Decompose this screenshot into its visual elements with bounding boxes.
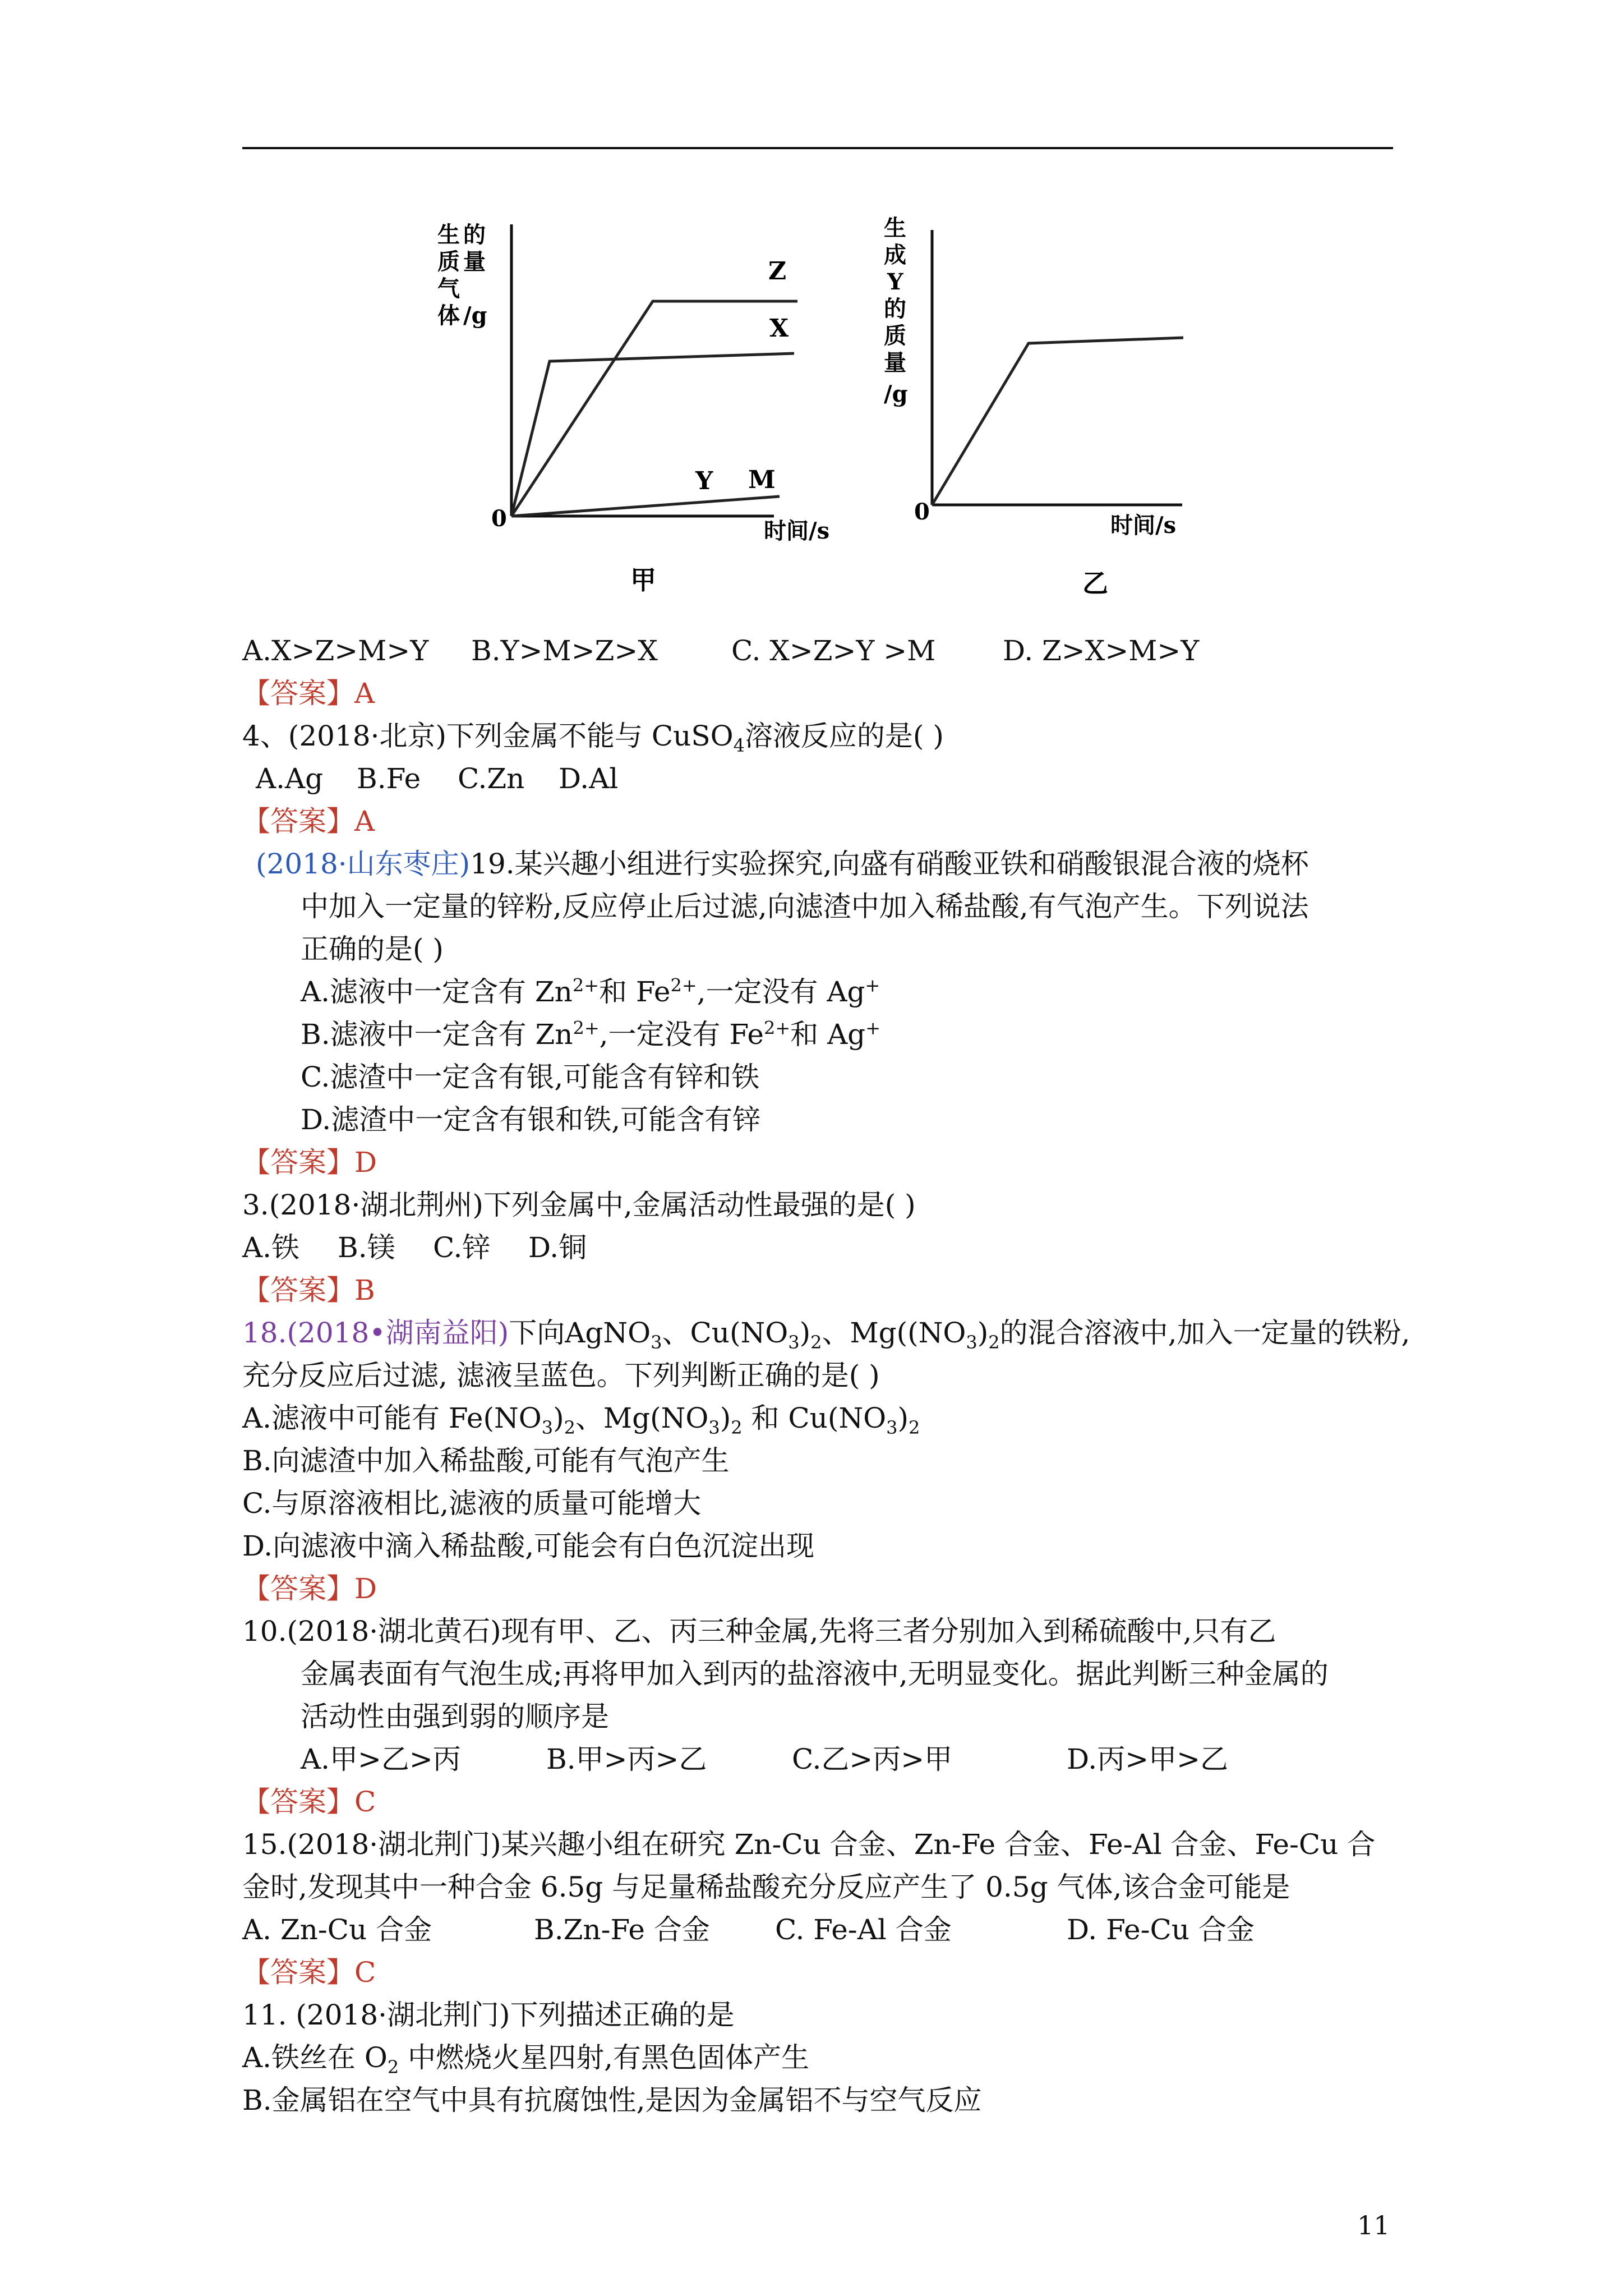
yi-caption: 乙 (1082, 568, 1108, 599)
q15-options (242, 1912, 1255, 1948)
answer-value: C (354, 1956, 376, 1989)
yi-y-label-2: 成 (884, 242, 906, 268)
q19-source: (2018·山东枣庄) (256, 848, 471, 880)
q15-stem-line-2: 金时,发现其中一种合金 6.5g 与足量稀盐酸充分反应产生了 0.5g 气体,该合金可能是 (242, 1871, 1290, 1903)
q4-stem-text-a: 4、(2018·北京)下列金属不能与 CuSO (242, 720, 734, 752)
answer-value: A (354, 805, 375, 838)
answer-tag: 【答案】 (242, 677, 354, 710)
text: B.滤液中一定含有 Zn (301, 1018, 573, 1051)
jia-label-z: Z (768, 257, 787, 286)
q4-option-d: D.Al (559, 762, 619, 795)
q10-option-a: A.甲>乙>丙 (301, 1743, 461, 1775)
answer-value: B (354, 1274, 375, 1306)
q18-source: 18.(2018•湖南益阳) (242, 1317, 509, 1349)
sub: 2 (387, 2056, 399, 2078)
q15-answer (242, 1954, 376, 1990)
header-rule (242, 147, 1393, 149)
yi-curve (932, 338, 1183, 505)
sub: 2 (909, 1417, 920, 1438)
q10-stem-line-2: 金属表面有气泡生成;再将甲加入到丙的盐溶液中,无明显变化。据此判断三种金属的 (301, 1658, 1329, 1690)
q18-option-b: B.向滤渣中加入稀盐酸,可能有气泡产生 (242, 1444, 730, 1477)
answer-tag: 【答案】 (242, 1146, 354, 1179)
sup: 2+ (572, 974, 600, 996)
q19-option-d: D.滤渣中一定含有银和铁,可能含有锌 (301, 1103, 761, 1136)
q10-options (301, 1741, 1228, 1777)
prev-option-d: D. Z>X>M>Y (1003, 634, 1200, 667)
jia-origin: 0 (491, 505, 507, 532)
q18-stem-line-1 (242, 1315, 1410, 1351)
q4-stem-sub: 4 (733, 735, 745, 756)
jia-label-m: M (748, 466, 776, 494)
sub: 3 (788, 1332, 800, 1353)
sub: 3 (541, 1417, 554, 1438)
q3-option-b: B.镁 (338, 1231, 395, 1264)
sub: 3 (966, 1332, 978, 1353)
jia-label-x: X (769, 314, 789, 343)
answer-value: D (354, 1146, 377, 1179)
answer-tag: 【答案】 (242, 1786, 354, 1818)
sup: 2+ (573, 1017, 600, 1039)
reaction-graphs-figure (415, 213, 1211, 606)
q18-answer (242, 1571, 377, 1607)
text: 和 Ag (790, 1018, 866, 1051)
yi-y-label-6: 量 (884, 349, 906, 376)
text: 和 Cu(NO (742, 1402, 887, 1434)
jia-curve-ym (511, 496, 780, 516)
sub: 2 (731, 1417, 743, 1438)
q3-option-c: C.锌 (433, 1231, 491, 1264)
text: 和 Fe (599, 976, 671, 1008)
yi-y-label-3: Y (887, 269, 903, 295)
jia-y-label-3: 质 (437, 249, 460, 275)
yi-y-label-7: /g (884, 381, 908, 407)
jia-x-label: 时间/s (764, 518, 830, 544)
jia-label-y: Y (695, 467, 713, 495)
sub: 3 (886, 1417, 898, 1438)
sup: + (865, 1017, 880, 1039)
jia-y-label-1: 生 (437, 222, 460, 248)
answer-tag: 【答案】 (242, 1572, 354, 1605)
q19-option-b (301, 1016, 880, 1052)
q15-option-c: C. Fe-Al 合金 (775, 1913, 952, 1946)
q18-option-d: D.向滤液中滴入稀盐酸,可能会有白色沉淀出现 (242, 1530, 815, 1562)
yi-x-label: 时间/s (1110, 512, 1177, 539)
prev-option-a: A.X>Z>M>Y (242, 634, 429, 667)
text: A.滤液中一定含有 Zn (301, 976, 573, 1008)
q3-option-d: D.铜 (528, 1231, 587, 1264)
graph-jia (437, 222, 829, 595)
graph-yi (884, 215, 1183, 599)
q19-stem-text-1: 19.某兴趣小组进行实验探究,向盛有硝酸亚铁和硝酸银混合液的烧杯 (470, 848, 1309, 880)
jia-y-label-7: /g (463, 302, 487, 329)
jia-y-label-6: 体 (437, 302, 460, 329)
text: 、Mg((NO (822, 1317, 966, 1349)
q19-stem-line-2: 中加入一定量的锌粉,反应停止后过滤,向滤渣中加入稀盐酸,有气泡产生。下列说法 (301, 890, 1309, 923)
q11-stem: 11. (2018·湖北荆门)下列描述正确的是 (242, 1999, 735, 2031)
jia-y-label-4: 气 (437, 275, 460, 302)
q4-stem (242, 718, 944, 754)
q11-option-a (242, 2040, 809, 2076)
prev-options (242, 633, 1199, 669)
q3-option-a: A.铁 (242, 1231, 300, 1264)
text: A.铁丝在 O (242, 2041, 388, 2074)
q4-option-c: C.Zn (458, 762, 525, 795)
answer-tag: 【答案】 (242, 1956, 354, 1989)
text: A.滤液中可能有 Fe(NO (242, 1402, 542, 1434)
sub: 2 (810, 1332, 822, 1353)
sub: 3 (708, 1417, 720, 1438)
q19-stem-line-3: 正确的是( ) (301, 933, 444, 965)
q18-option-c: C.与原溶液相比,滤液的质量可能增大 (242, 1487, 702, 1520)
prev-option-b: B.Y>M>Z>X (471, 634, 658, 667)
q3-answer (242, 1272, 375, 1308)
answer-tag: 【答案】 (242, 1274, 354, 1306)
sup: 2+ (764, 1017, 791, 1039)
yi-origin: 0 (914, 499, 930, 525)
answer-tag: 【答案】 (242, 805, 354, 838)
q15-option-b: B.Zn-Fe 合金 (534, 1913, 710, 1946)
text: ) (720, 1402, 731, 1434)
q15-option-a: A. Zn-Cu 合金 (242, 1913, 432, 1946)
q3-options (242, 1230, 587, 1266)
sub: 2 (564, 1417, 575, 1438)
jia-caption: 甲 (630, 565, 656, 595)
page-number: 11 (1357, 2210, 1390, 2240)
jia-y-label-2: 的 (463, 222, 486, 248)
q18-option-a (242, 1400, 920, 1436)
q10-answer (242, 1784, 376, 1820)
q10-stem-line-3: 活动性由强到弱的顺序是 (301, 1700, 609, 1733)
q15-option-d: D. Fe-Cu 合金 (1067, 1913, 1255, 1946)
sup: + (865, 974, 880, 996)
q19-option-a (301, 974, 880, 1010)
text: ,一定没有 Ag (697, 976, 865, 1008)
q4-options (256, 761, 618, 797)
sub: 2 (988, 1332, 1000, 1353)
text: ) (553, 1402, 564, 1434)
text: 下向AgNO (509, 1317, 651, 1349)
q18-stem-line-2: 充分反应后过滤, 滤液呈蓝色。下列判断正确的是( ) (242, 1359, 880, 1392)
text: ) (799, 1317, 811, 1349)
q4-stem-text-b: 溶液反应的是( ) (744, 720, 944, 752)
text: ,一定没有 Fe (599, 1018, 764, 1051)
answer-value: A (354, 677, 375, 710)
prev-answer (242, 675, 375, 711)
jia-y-label-5: 量 (463, 249, 486, 275)
text: 的混合溶液中,加入一定量的铁粉, (999, 1317, 1410, 1349)
yi-y-label-1: 生 (884, 215, 906, 241)
q10-option-c: C.乙>丙>甲 (792, 1743, 953, 1775)
text: 中燃烧火星四射,有黑色固体产生 (399, 2041, 810, 2074)
q11-option-b: B.金属铝在空气中具有抗腐蚀性,是因为金属铝不与空气反应 (242, 2084, 982, 2116)
q19-answer (242, 1144, 377, 1180)
text: 、Cu(NO (662, 1317, 789, 1349)
q3-stem: 3.(2018·湖北荆州)下列金属中,金属活动性最强的是( ) (242, 1189, 916, 1221)
q4-option-a: A.Ag (256, 762, 324, 795)
q10-stem-line-1: 10.(2018·湖北黄石)现有甲、乙、丙三种金属,先将三者分别加入到稀硫酸中,只有乙 (242, 1615, 1276, 1648)
q10-option-b: B.甲>丙>乙 (546, 1743, 707, 1775)
q4-option-b: B.Fe (357, 762, 421, 795)
answer-value: C (354, 1786, 376, 1818)
yi-y-label-4: 的 (884, 296, 906, 322)
q19-option-c: C.滤渣中一定含有银,可能含有锌和铁 (301, 1061, 760, 1093)
answer-value: D (354, 1572, 377, 1605)
text: 、Mg(NO (575, 1402, 709, 1434)
sup: 2+ (670, 974, 697, 996)
q10-option-d: D.丙>甲>乙 (1067, 1743, 1228, 1775)
prev-option-c: C. X>Z>Y >M (731, 634, 936, 667)
q15-stem-line-1: 15.(2018·湖北荆门)某兴趣小组在研究 Zn-Cu 合金、Zn-Fe 合金、Fe-Al 合金、Fe-Cu 合 (242, 1828, 1376, 1861)
sub: 3 (651, 1332, 662, 1353)
text: ) (897, 1402, 909, 1434)
q19-stem-line-1 (256, 846, 1309, 882)
yi-y-label-5: 质 (884, 323, 906, 349)
q4-answer (242, 803, 375, 839)
text: ) (977, 1317, 989, 1349)
